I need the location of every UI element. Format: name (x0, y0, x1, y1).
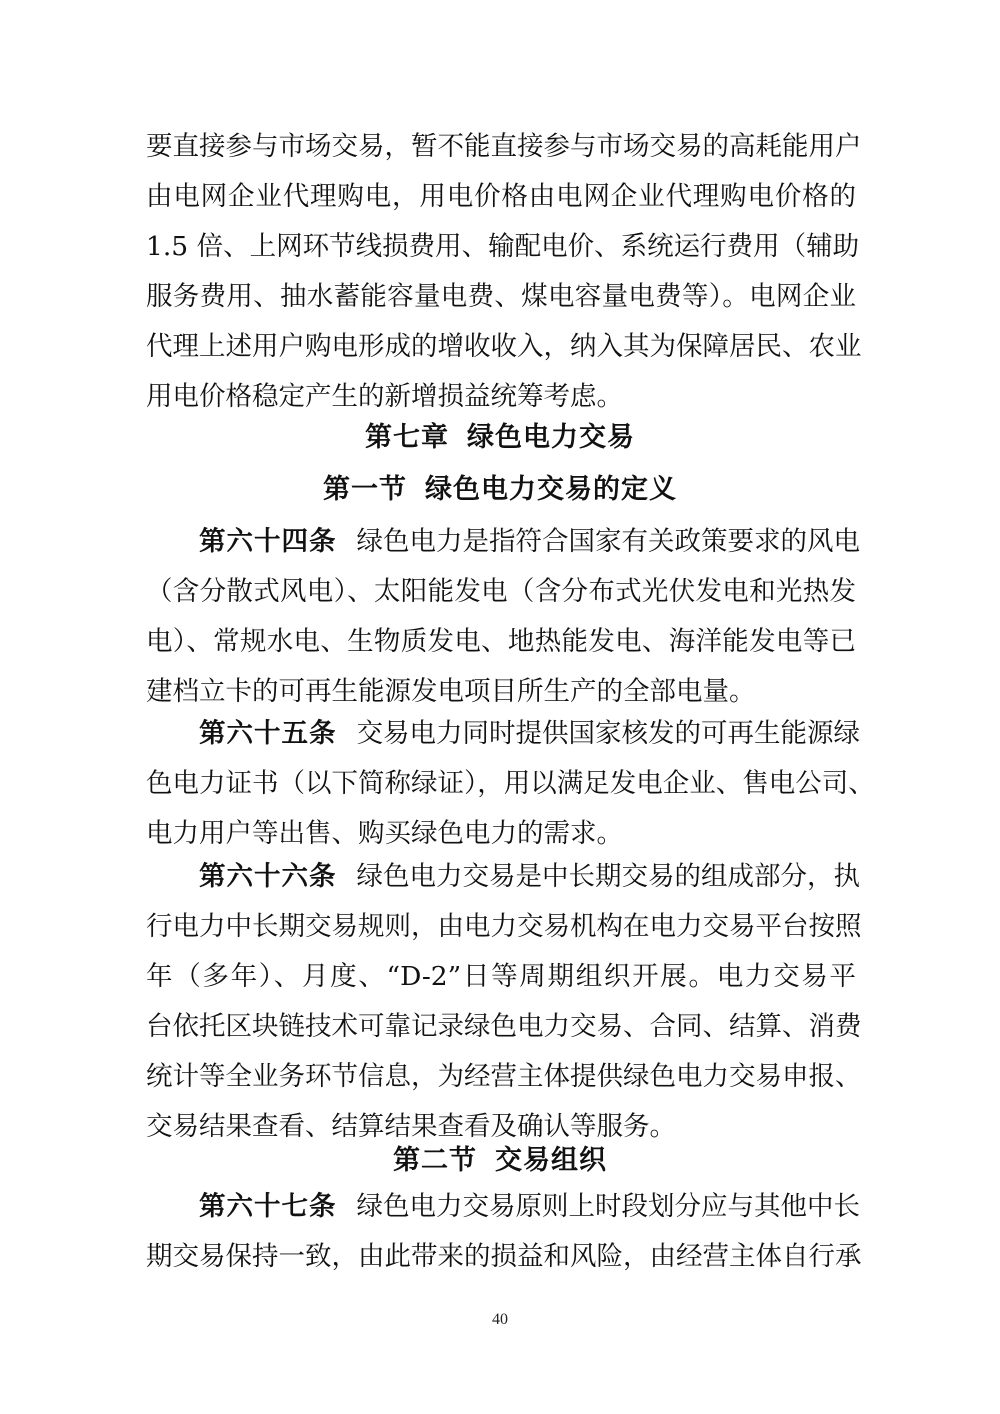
body-text-line: 行电力中长期交易规则，由电力交易机构在电力交易平台按照 (146, 911, 862, 942)
body-text-line: 统计等全业务环节信息，为经营主体提供绿色电力交易申报、 (146, 1061, 862, 1092)
article-first-line (199, 1182, 860, 1232)
body-text-line: （含分散式风电）、太阳能发电（含分布式光伏发电和光热发 (146, 576, 856, 607)
body-text-line: 1.5 倍、上网环节线损费用、输配电价、系统运行费用（辅助 (146, 231, 860, 262)
body-text-line: 交易结果查看、结算结果查看及确认等服务。 (146, 1111, 676, 1142)
body-text-line: 建档立卡的可再生能源发电项目所生产的全部电量。 (146, 676, 756, 707)
section-heading (0, 465, 1000, 515)
body-text-line: 年（多年）、月度、“D-2”日等周期组织开展。电力交易平 (146, 961, 856, 992)
article-first-line (199, 852, 860, 902)
body-text-line: 代理上述用户购电形成的增收收入，纳入其为保障居民、农业 (146, 331, 862, 362)
section-number: 第一节 (323, 474, 407, 505)
section-title: 绿色电力交易的定义 (425, 474, 677, 505)
section-title: 交易组织 (495, 1145, 607, 1176)
article-label: 第六十七条 (199, 1191, 337, 1222)
body-text-line: 色电力证书（以下简称绿证），用以满足发电企业、售电公司、 (146, 768, 875, 799)
page-number: 40 (492, 1311, 508, 1328)
body-text-line: 期交易保持一致，由此带来的损益和风险，由经营主体自行承 (146, 1241, 862, 1272)
chapter-number: 第七章 (365, 422, 449, 453)
article-first-line (199, 709, 860, 759)
article-text: 交易电力同时提供国家核发的可再生能源绿 (356, 718, 860, 749)
article-text: 绿色电力是指符合国家有关政策要求的风电 (356, 526, 860, 557)
body-text-line: 服务费用、抽水蓄能容量电费、煤电容量电费等）。电网企业 (146, 281, 856, 312)
article-label: 第六十五条 (199, 718, 337, 749)
article-label: 第六十四条 (199, 526, 337, 557)
body-text-line: 由电网企业代理购电，用电价格由电网企业代理购电价格的 (146, 181, 856, 212)
section-heading (0, 1136, 1000, 1186)
body-text-line: 电）、常规水电、生物质发电、地热能发电、海洋能发电等已 (146, 626, 856, 657)
article-text: 绿色电力交易原则上时段划分应与其他中长 (356, 1191, 860, 1222)
chapter-title: 绿色电力交易 (467, 422, 635, 453)
article-label: 第六十六条 (199, 861, 337, 892)
body-text-line: 台依托区块链技术可靠记录绿色电力交易、合同、结算、消费 (146, 1011, 862, 1042)
chapter-heading (0, 413, 1000, 463)
article-first-line (199, 517, 860, 567)
article-text: 绿色电力交易是中长期交易的组成部分，执 (356, 861, 860, 892)
body-text-line: 电力用户等出售、购买绿色电力的需求。 (146, 818, 623, 849)
section-number: 第二节 (393, 1145, 477, 1176)
body-text-line: 用电价格稳定产生的新增损益统筹考虑。 (146, 381, 623, 412)
body-text-line: 要直接参与市场交易，暂不能直接参与市场交易的高耗能用户 (146, 131, 862, 162)
